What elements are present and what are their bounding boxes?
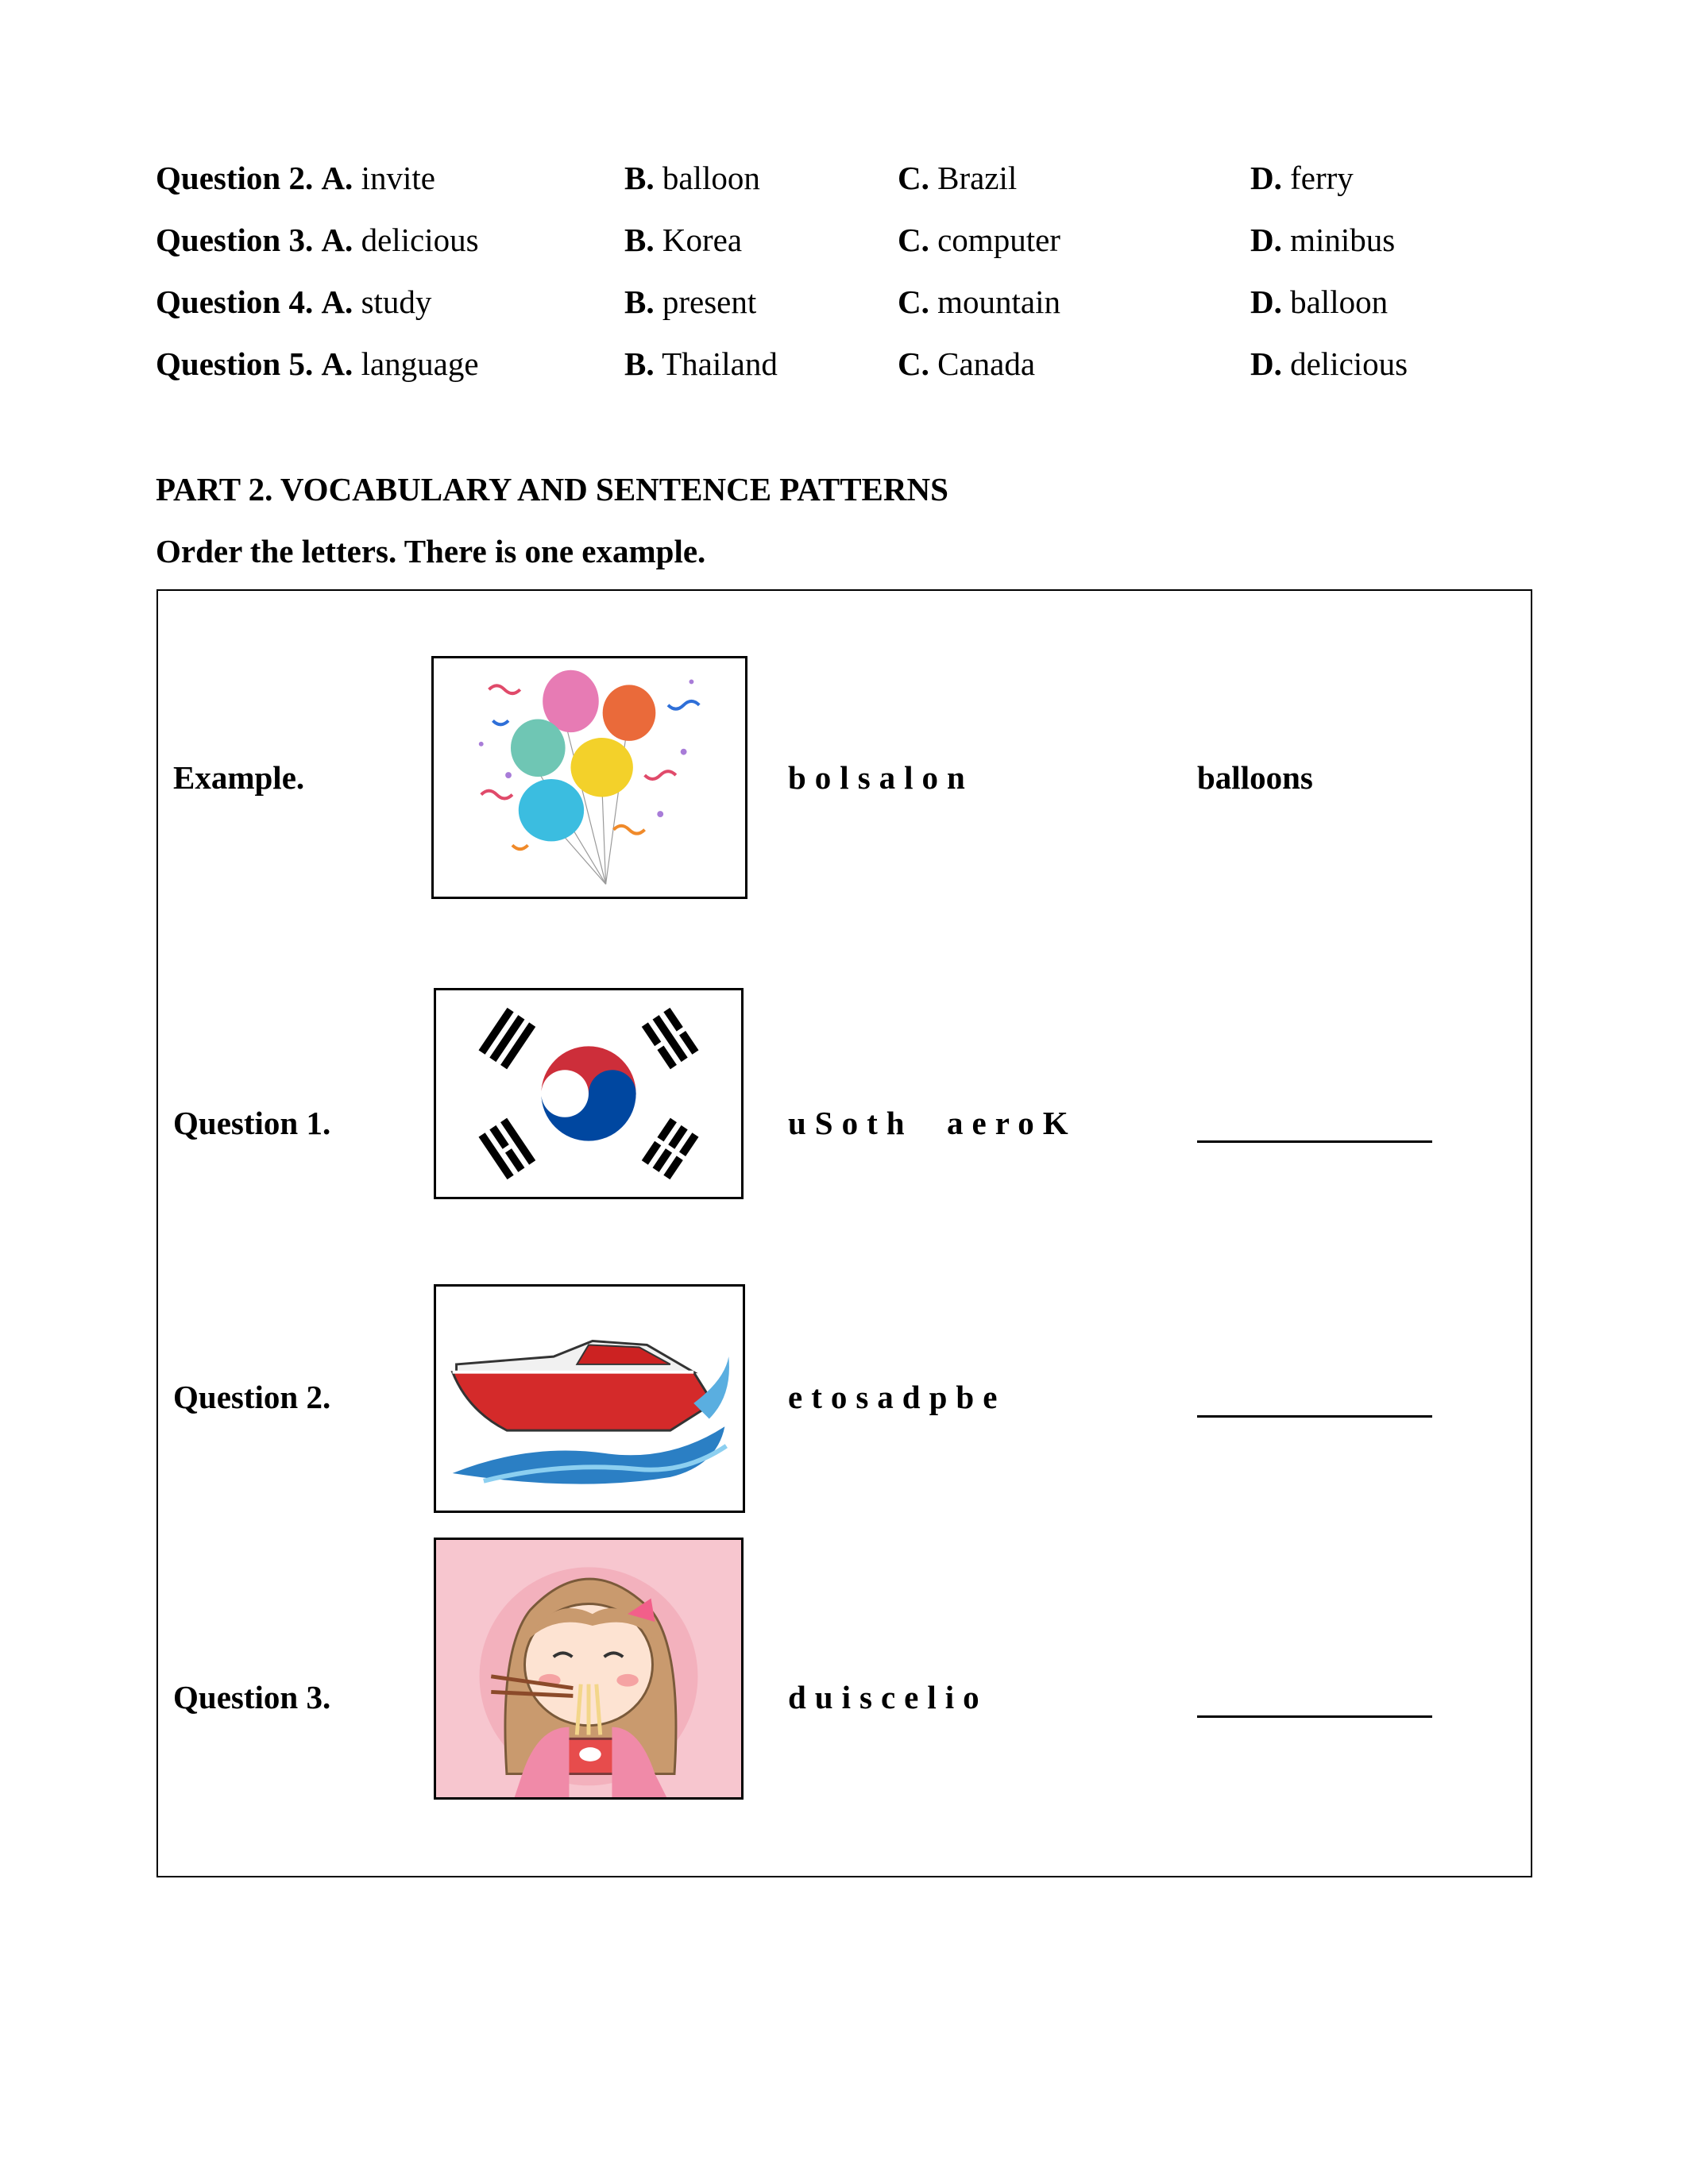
option-b: balloon bbox=[662, 160, 760, 196]
option-key: A. bbox=[321, 284, 353, 320]
balloons-icon bbox=[434, 658, 745, 897]
example-label: Example. bbox=[173, 759, 305, 796]
option-key: B. bbox=[624, 222, 655, 258]
example-answer: balloons bbox=[1197, 759, 1313, 796]
question-row bbox=[156, 154, 1570, 202]
example-scrambled: bolsalon bbox=[788, 759, 974, 796]
option-key: A. bbox=[321, 222, 353, 258]
question-row bbox=[156, 216, 1570, 264]
option-key: D. bbox=[1250, 160, 1282, 196]
option-d: balloon bbox=[1290, 284, 1389, 320]
option-a: language bbox=[361, 345, 479, 382]
option-a: invite bbox=[361, 160, 435, 196]
option-b: present bbox=[662, 284, 757, 320]
option-d: ferry bbox=[1290, 160, 1354, 196]
korea-flag-icon bbox=[436, 990, 741, 1197]
option-key: D. bbox=[1250, 284, 1282, 320]
question-label: Question 2. bbox=[156, 160, 314, 196]
item-label: Question 3. bbox=[173, 1679, 331, 1715]
option-key: C. bbox=[898, 160, 929, 196]
option-key: A. bbox=[321, 345, 353, 382]
part2-instruction: Order the letters. There is one example. bbox=[156, 533, 706, 569]
option-c: mountain bbox=[937, 284, 1060, 320]
option-key: C. bbox=[898, 284, 929, 320]
girl-eating-noodles-image bbox=[434, 1538, 744, 1800]
item-label: Question 2. bbox=[173, 1379, 331, 1415]
exercise-table bbox=[156, 589, 1532, 1877]
speedboat-image bbox=[434, 1284, 745, 1513]
option-key: D. bbox=[1250, 222, 1282, 258]
option-d: delicious bbox=[1290, 345, 1408, 382]
option-c: Canada bbox=[937, 345, 1036, 382]
item-scrambled: etosadpbe bbox=[788, 1379, 1006, 1415]
option-c: computer bbox=[937, 222, 1060, 258]
option-key: B. bbox=[624, 160, 655, 196]
option-a: delicious bbox=[361, 222, 479, 258]
option-b: Korea bbox=[662, 222, 743, 258]
option-c: Brazil bbox=[937, 160, 1018, 196]
item-label: Question 1. bbox=[173, 1105, 331, 1141]
item-scrambled: uSoth aeroK bbox=[788, 1105, 1077, 1141]
korea-flag-image bbox=[434, 988, 744, 1199]
item-scrambled: duiscelio bbox=[788, 1679, 988, 1715]
answer-blank[interactable] bbox=[1197, 1715, 1432, 1718]
question-label: Question 4. bbox=[156, 284, 314, 320]
option-key: B. bbox=[624, 345, 655, 382]
option-key: C. bbox=[898, 345, 929, 382]
question-row bbox=[156, 278, 1570, 326]
girl-eating-noodles-icon bbox=[436, 1540, 741, 1797]
question-label: Question 5. bbox=[156, 345, 314, 382]
answer-blank[interactable] bbox=[1197, 1140, 1432, 1143]
speedboat-icon bbox=[436, 1287, 743, 1511]
answer-blank[interactable] bbox=[1197, 1415, 1432, 1418]
option-d: minibus bbox=[1290, 222, 1396, 258]
option-key: D. bbox=[1250, 345, 1282, 382]
option-key: C. bbox=[898, 222, 929, 258]
option-key: B. bbox=[624, 284, 655, 320]
option-key: A. bbox=[321, 160, 353, 196]
question-label: Question 3. bbox=[156, 222, 314, 258]
question-row bbox=[156, 340, 1570, 388]
option-b: Thailand bbox=[662, 345, 778, 382]
balloons-image bbox=[431, 656, 747, 899]
part2-title: PART 2. VOCABULARY AND SENTENCE PATTERNS bbox=[156, 471, 948, 507]
option-a: study bbox=[361, 284, 432, 320]
